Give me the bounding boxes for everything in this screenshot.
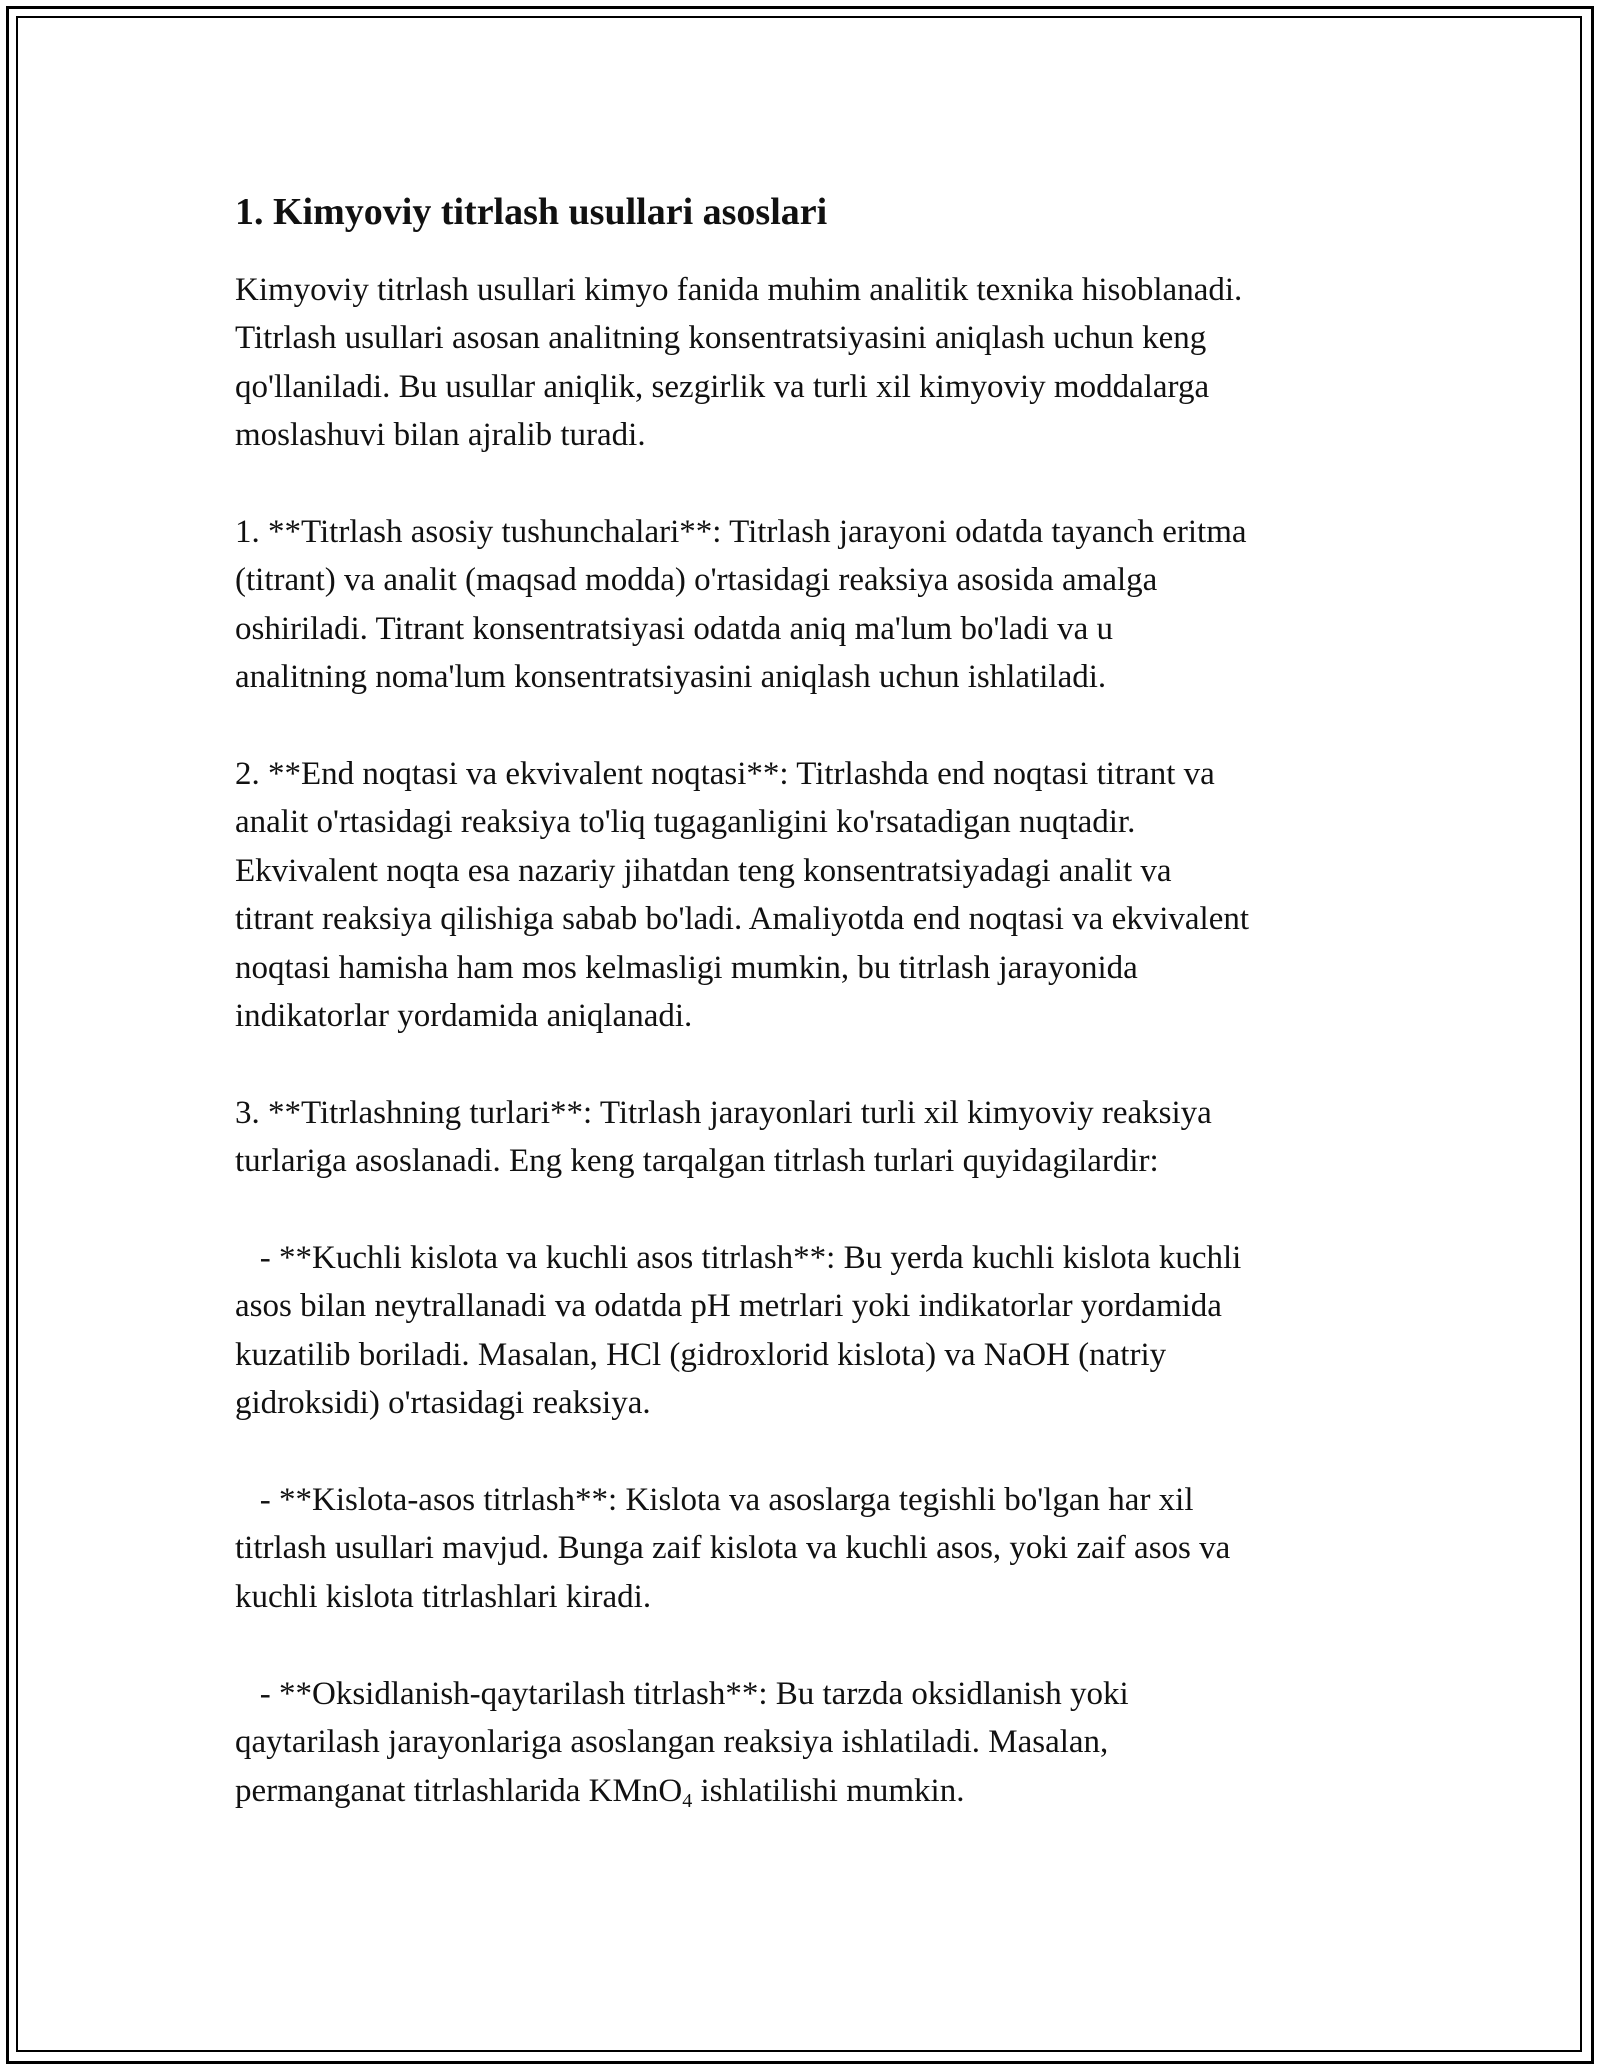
redox-text-after: ishlatilishi mumkin. [692,1772,965,1809]
sub-item-redox [235,1670,1385,1815]
paragraph-gap [235,702,1385,750]
document-body [235,184,1385,1815]
sub-item-strong-acid-base: - **Kuchli kislota va kuchli asos titrlash**: Bu yerda kuchli kislota kuchli asos bilan neytrallanadi va odatda pH metrlari yoki indikatorlar yordamida kuzatilib boriladi. Masalan, HCl (gidroxlorid kislota) va NaOH (natriy gidroksidi) o'rtasidagi reaksiya. [235,1240,1242,1422]
intro-paragraph: Kimyoviy titrlash usullari kimyo fanida muhim analitik texnika hisoblanadi. Titrlash usullari asosan analitning konsentratsiyasini aniqlash uchun keng qo'llaniladi. Bu usullar aniqlik, sezgirlik va turli xil kimyoviy moddalarga moslashuvi bilan ajralib turadi. [235,272,1243,454]
paragraph-gap [235,460,1385,508]
sub-item-acid-base: - **Kislota-asos titrlash**: Kislota va asoslarga tegishli bo'lgan har xil titrlash usullari mavjud. Bunga zaif kislota va kuchli asos, yoki zaif asos va kuchli kislota titrlashlari kiradi. [235,1482,1231,1615]
redox-text-before: - **Oksidlanish-qaytarilash titrlash**: Bu tarzda oksidlanish yoki qaytarilash jarayonlariga asoslangan reaksiya ishlatiladi. Masalan, permanganat titrlashlarida KMnO [235,1675,1129,1809]
paragraph-gap [235,1186,1385,1234]
list-item-2: 2. **End noqtasi va ekvivalent noqtasi**: Titrlashda end noqtasi titrant va analit o'rtasidagi reaksiya to'liq tugaganligini ko'rsatadigan nuqtadir. Ekvivalent noqta esa nazariy jihatdan teng konsentratsiyadagi analit va titrant reaksiya qilishiga sabab bo'ladi. Amaliyotda end noqtasi va ekvivalent noqtasi hamisha ham mos kelmasligi mumkin, bu titrlash jarayonida indikatorlar yordamida aniqlanadi. [235,756,1250,1035]
list-item-1: 1. **Titrlash asosiy tushunchalari**: Titrlash jarayoni odatda tayanch eritma (titrant) va analit (maqsad modda) o'rtasidagi reaksiya asosida amalga oshiriladi. Titrant konsentratsiyasi odatda aniq ma'lum bo'ladi va u analitning noma'lum konsentratsiyasini aniqlash uchun ishlatiladi. [235,514,1247,696]
paragraph-gap [235,1428,1385,1476]
section-heading: 1. Kimyoviy titrlash usullari asoslari [235,191,828,233]
paragraph-gap [235,1040,1385,1088]
formula-subscript: 4 [682,1789,693,1812]
list-item-3: 3. **Titrlashning turlari**: Titrlash jarayonlari turli xil kimyoviy reaksiya turlariga asoslanadi. Eng keng tarqalgan titrlash turlari quyidagilardir: [235,1094,1212,1180]
paragraph-gap [235,1621,1385,1669]
